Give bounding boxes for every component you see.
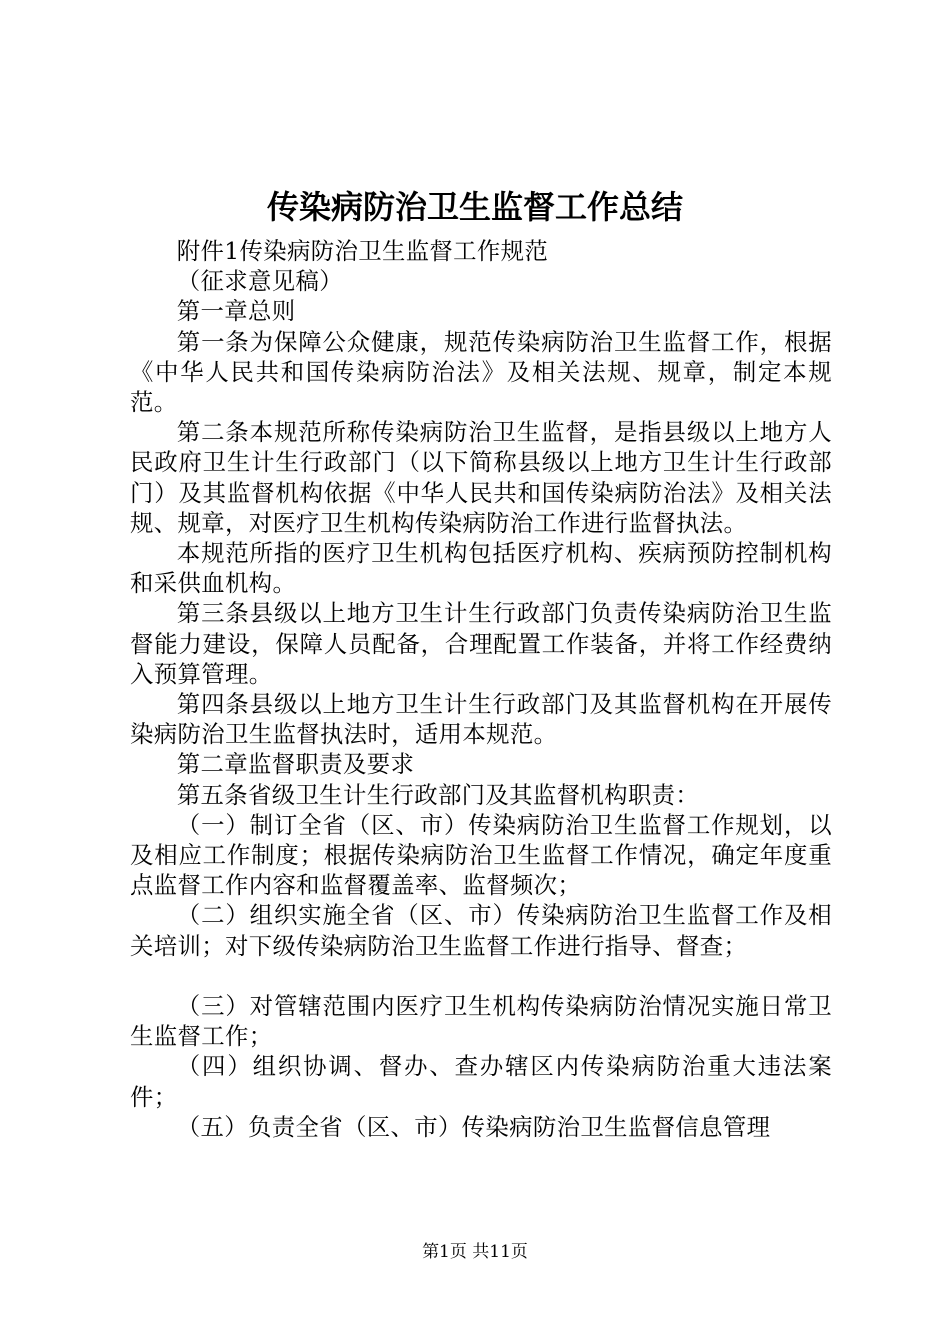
paragraph-item-5: （五）负责全省（区、市）传染病防治卫生监督信息管理: [176, 1112, 771, 1141]
paragraph-item-2: （二）组织实施全省（区、市）传染病防治卫生监督工作及相关培训；对下级传染病防治卫生监督工作进行指导、督查；: [130, 901, 832, 960]
paragraph-article-1: 第一条为保障公众健康，规范传染病防治卫生监督工作，根据《中华人民共和国传染病防治法》及相关法规、规章，制定本规范。: [130, 327, 832, 417]
paragraph-chapter-2: 第二章监督职责及要求: [176, 750, 415, 779]
paragraph-article-2: 第二条本规范所称传染病防治卫生监督，是指县级以上地方人民政府卫生计生行政部门（以下简称县级以上地方卫生计生行政部门）及其监督机构依据《中华人民共和国传染病防治法》及相关法规、规章，对医疗卫生机构传染病防治工作进行监督执法。: [130, 418, 832, 537]
paragraph-blank: [130, 961, 832, 991]
paragraph-scope: 本规范所指的医疗卫生机构包括医疗机构、疾病预防控制机构和采供血机构。: [130, 539, 832, 598]
document-body: [130, 236, 832, 1142]
page-number: 第1页 共11页: [422, 1242, 528, 1262]
document-title: 传染病防治卫生监督工作总结: [266, 188, 683, 226]
paragraph-attachment: 附件1传染病防治卫生监督工作规范: [176, 237, 549, 265]
paragraph-article-5: 第五条省级卫生计生行政部门及其监督机构职责：: [176, 780, 700, 809]
paragraph-chapter-1: 第一章总则: [176, 297, 296, 326]
paragraph-item-4: （四）组织协调、督办、查办辖区内传染病防治重大违法案件；: [130, 1052, 832, 1111]
paragraph-item-3: （三）对管辖范围内医疗卫生机构传染病防治情况实施日常卫生监督工作；: [130, 992, 832, 1051]
paragraph-draft-note: （征求意见稿）: [176, 267, 343, 296]
paragraph-item-1: （一）制订全省（区、市）传染病防治卫生监督工作规划，以及相应工作制度；根据传染病防治卫生监督工作情况，确定年度重点监督工作内容和监督覆盖率、监督频次；: [130, 810, 832, 900]
paragraph-article-3: 第三条县级以上地方卫生计生行政部门负责传染病防治卫生监督能力建设，保障人员配备，合理配置工作装备，并将工作经费纳入预算管理。: [130, 599, 832, 688]
paragraph-article-4: 第四条县级以上地方卫生计生行政部门及其监督机构在开展传染病防治卫生监督执法时，适用本规范。: [130, 690, 832, 749]
